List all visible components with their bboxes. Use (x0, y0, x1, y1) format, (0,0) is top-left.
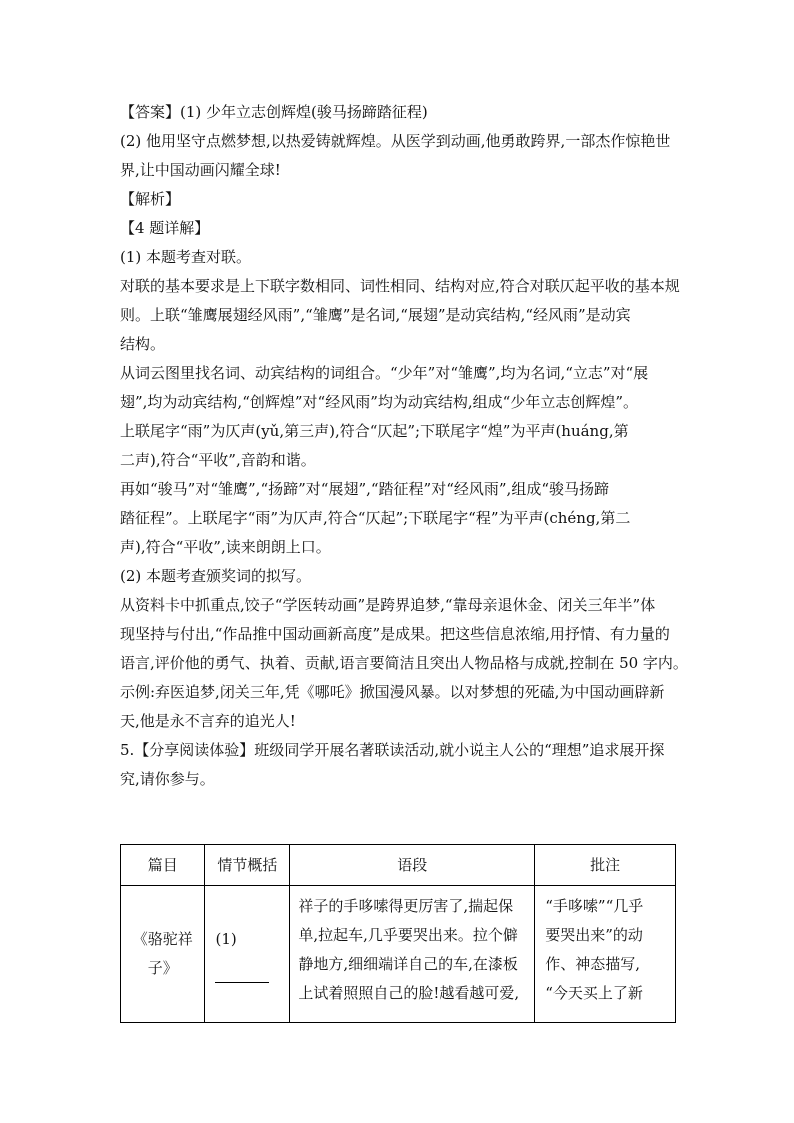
analysis-line: 语言,评价他的勇气、执着、贡献,语言要简洁且突出人物品格与成就,控制在 50 字内。 (120, 654, 688, 672)
analysis-line: 再如“骏马”对“雏鹰”,“扬蹄”对“展翅”,“踏征程”对“经风雨”,组成“骏马扬蹄 (120, 480, 609, 498)
analysis-line: 对联的基本要求是上下联字数相同、词性相同、结构对应,符合对联仄起平收的基本规 (120, 277, 680, 295)
detail-label: 【4 题详解】 (120, 219, 210, 237)
note-line: 作、神态描写, (545, 955, 641, 973)
header-note: 批注 (535, 845, 676, 886)
answer-part2-line2: 界,让中国动画闪耀全球! (120, 161, 281, 179)
note-line: “手哆嗦”“几乎 (545, 897, 644, 915)
answer-heading: 【答案】(1) 少年立志创辉煌(骏马扬蹄踏征程) (120, 103, 428, 121)
plot-blank-cell (205, 886, 290, 1023)
analysis-line: 踏征程”。上联尾字“雨”为仄声,符合“仄起”;下联尾字“程”为平声(chéng,第二 (120, 509, 631, 527)
passage-line: 静地方,细细端详自己的车,在漆板 (298, 955, 518, 973)
analysis-line: 天,他是永不言弃的追光人! (120, 712, 296, 730)
table-row (121, 886, 676, 1023)
header-title: 篇目 (121, 845, 205, 886)
header-plot: 情节概括 (205, 845, 290, 886)
header-passage: 语段 (290, 845, 535, 886)
analysis-line: 则。上联“雏鹰展翅经风雨”,“雏鹰”是名词,“展翅”是动宾结构,“经风雨”是动宾 (120, 306, 631, 324)
analysis-line: 翅”,均为动宾结构,“创辉煌”对“经风雨”均为动宾结构,组成“少年立志创辉煌”。 (120, 393, 638, 411)
note-line: 要哭出来”的动 (545, 926, 643, 944)
analysis-line: 示例:弃医追梦,闭关三年,凭《哪吒》掀国漫风暴。以对梦想的死磕,为中国动画辟新 (120, 683, 665, 701)
q1-title: (1) 本题考查对联。 (120, 248, 252, 266)
book-title: 《骆驼祥子》 (132, 930, 193, 977)
analysis-line: 从资料卡中抓重点,饺子“学医转动画”是跨界追梦,“靠母亲退休金、闭关三年半”体 (120, 596, 656, 614)
analysis-line: 结构。 (120, 335, 166, 353)
answer-blank-line[interactable] (215, 966, 269, 983)
q2-title: (2) 本题考查颁奖词的拟写。 (120, 567, 312, 585)
question5-line2: 究,请你参与。 (120, 770, 215, 788)
question5-line1: 5.【分享阅读体验】班级同学开展名著联读活动,就小说主人公的“理想”追求展开探 (120, 741, 665, 759)
analysis-line: 从词云图里找名词、动宾结构的词组合。“少年”对“雏鹰”,均为名词,“立志”对“展 (120, 364, 649, 382)
analysis-line: 声),符合“平收”,读来朗朗上口。 (120, 538, 331, 556)
analysis-label: 【解析】 (120, 190, 181, 208)
passage-cell (290, 886, 535, 1023)
passage-line: 上试着照照自己的脸!越看越可爱, (298, 984, 520, 1002)
book-title-cell (121, 886, 205, 1023)
analysis-line: 现坚持与付出,“作品推中国动画新高度”是成果。把这些信息浓缩,用抒情、有力量的 (120, 625, 670, 643)
analysis-line: 上联尾字“雨”为仄声(yǔ,第三声),符合“仄起”;下联尾字“煌”为平声(huáng,第 (120, 422, 629, 440)
passage-line: 单,拉起车,几乎要哭出来。拉个僻 (298, 926, 518, 944)
analysis-line: 二声),符合“平收”,音韵和谐。 (120, 451, 316, 469)
document-body (120, 98, 688, 794)
reading-table (120, 844, 676, 1023)
passage-line: 祥子的手哆嗦得更厉害了,揣起保 (298, 897, 514, 915)
table-header-row (121, 845, 676, 886)
blank-label: (1) (215, 930, 237, 948)
answer-part2-line1: (2) 他用坚守点燃梦想,以热爱铸就辉煌。从医学到动画,他勇敢跨界,一部杰作惊艳世 (120, 132, 671, 150)
note-line: “今天买上了新 (545, 984, 643, 1002)
note-cell (535, 886, 676, 1023)
